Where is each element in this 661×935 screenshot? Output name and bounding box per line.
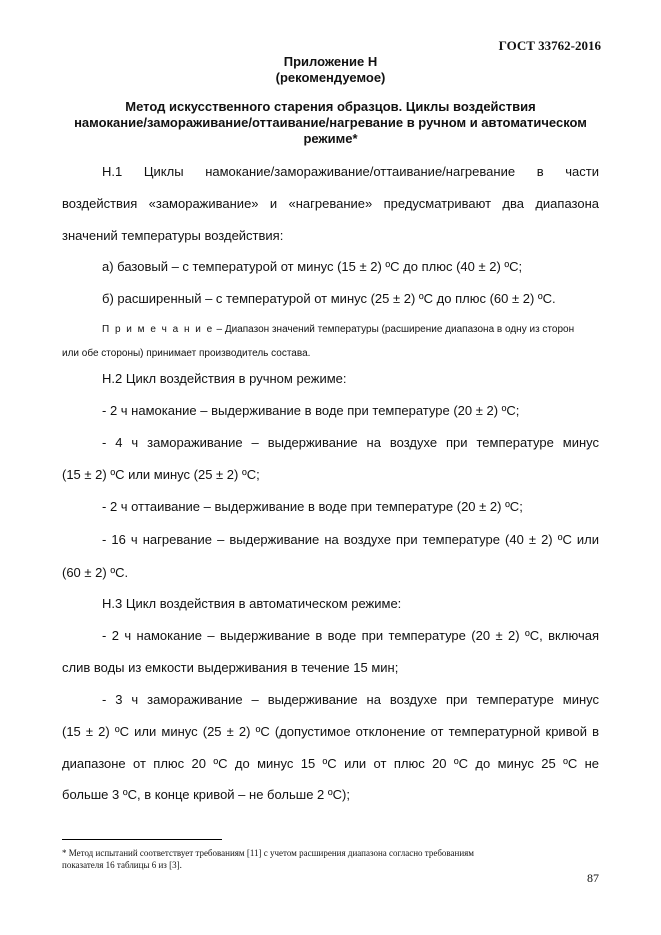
list-item-b: б) расширенный – с температурой от минус (25 ± 2) ºС до плюс (60 ± 2) ºС.	[102, 291, 556, 306]
method-title	[60, 99, 601, 147]
appendix-title: Приложение Н	[283, 54, 378, 69]
method-title-line: намокание/замораживание/оттаивание/нагревание в ручном и автоматическом	[74, 115, 587, 130]
list-item: - 16 ч нагревание – выдерживание на воздухе при температуре (40 ± 2) ºС или	[102, 532, 599, 547]
paragraph-line: диапазоне от плюс 20 ºС до минус 15 ºС или от плюс 20 ºС до минус 25 ºС не	[62, 756, 599, 771]
paragraph-line: (15 ± 2) ºС или минус (25 ± 2) ºС (допустимое отклонение от температурной кривой в	[62, 724, 599, 739]
section-h2-title: Н.2 Цикл воздействия в ручном режиме:	[102, 371, 347, 386]
note-label: П р и м е ч а н и е	[102, 324, 214, 335]
method-title-line: Метод искусственного старения образцов. Циклы воздействия	[125, 99, 536, 114]
word: Циклы	[143, 164, 184, 179]
paragraph-line: значений температуры воздействия:	[62, 228, 284, 243]
list-item: - 2 ч оттаивание – выдерживание в воде при температуре (20 ± 2) ºС;	[102, 499, 523, 514]
word: части	[565, 164, 599, 179]
paragraph-line: слив воды из емкости выдерживания в течение 15 мин;	[62, 660, 399, 675]
method-title-line: режиме*	[303, 131, 358, 146]
paragraph-line: (15 ± 2) ºС или минус (25 ± 2) ºС;	[62, 467, 260, 482]
footnote-line: * Метод испытаний соответствует требованиям [11] с учетом расширения диапазона согласно требованиям	[62, 848, 475, 858]
paragraph-line: больше 3 ºС, в конце кривой – не больше 2 ºС);	[62, 787, 350, 802]
section-h3-title: Н.3 Цикл воздействия в автоматическом режиме:	[102, 596, 402, 611]
word: в	[536, 164, 544, 179]
note-text: – Диапазон значений температуры (расширение диапазона в одну из сторон	[213, 324, 575, 335]
footnote-line: показателя 16 таблицы 6 из [3].	[62, 860, 182, 870]
note-line2: или обе стороны) принимает производитель состава.	[62, 348, 311, 359]
section-number: Н.1	[102, 164, 123, 179]
paragraph-line: (60 ± 2) ºС.	[62, 565, 129, 580]
paragraph-line: воздействия «замораживание» и «нагревание» предусматривают два диапазона	[62, 196, 599, 211]
standard-number: ГОСТ 33762-2016	[498, 38, 601, 53]
list-item: - 3 ч замораживание – выдерживание на воздухе при температуре минус	[102, 692, 599, 707]
section-h1-line1	[102, 164, 599, 180]
word: намокание/замораживание/оттаивание/нагревание	[205, 164, 516, 179]
footnote-rule	[62, 839, 222, 840]
list-item-a: а) базовый – с температурой от минус (15 ± 2) ºС до плюс (40 ± 2) ºС;	[102, 259, 523, 274]
list-item: - 2 ч намокание – выдерживание в воде при температуре (20 ± 2) ºС;	[102, 403, 520, 418]
note-line1	[102, 322, 599, 338]
page-number: 87	[587, 871, 599, 885]
list-item: - 2 ч намокание – выдерживание в воде при температуре (20 ± 2) ºС, включая	[102, 628, 599, 643]
appendix-subtitle: (рекомендуемое)	[275, 70, 386, 85]
list-item: - 4 ч замораживание – выдерживание на воздухе при температуре минус	[102, 435, 599, 450]
